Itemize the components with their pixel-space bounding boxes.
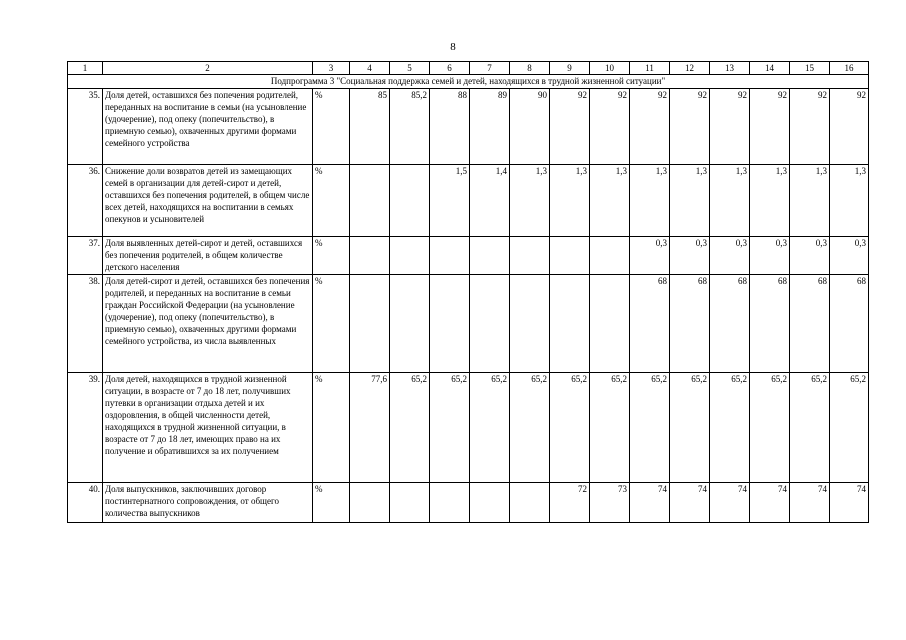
value-cell: 65,2 <box>590 373 630 483</box>
value-cell: 77,6 <box>350 373 390 483</box>
value-cell <box>510 275 550 373</box>
value-cell: 90 <box>510 89 550 165</box>
value-cell: 1,3 <box>550 165 590 237</box>
column-number-1: 1 <box>68 62 103 75</box>
value-cell: 72 <box>550 483 590 523</box>
value-cell: 65,2 <box>750 373 790 483</box>
value-cell: 68 <box>750 275 790 373</box>
column-number-7: 7 <box>470 62 510 75</box>
value-cell: 74 <box>710 483 750 523</box>
column-number-11: 11 <box>630 62 670 75</box>
indicators-table <box>67 61 869 523</box>
value-cell: 92 <box>550 89 590 165</box>
value-cell: 74 <box>630 483 670 523</box>
value-cell: 68 <box>790 275 830 373</box>
value-cell: 65,2 <box>470 373 510 483</box>
value-cell <box>390 237 430 275</box>
value-cell: 1,3 <box>510 165 550 237</box>
table-row <box>68 165 869 237</box>
value-cell <box>350 483 390 523</box>
value-cell: 65,2 <box>670 373 710 483</box>
value-cell <box>390 165 430 237</box>
value-cell <box>550 275 590 373</box>
value-cell: 1,3 <box>830 165 869 237</box>
value-cell: 68 <box>830 275 869 373</box>
indicator-name: Доля выпускников, заключивших договор постинтернатного сопровождения, от общего количества выпускников <box>103 483 313 523</box>
page-number: 8 <box>450 41 456 53</box>
indicator-name: Снижение доли возвратов детей из замещающих семей в организации для детей-сирот и детей, оставшихся без попечения родителей, в общем числе всех детей, находящихся на воспитании в семьях опекунов и усыновителей <box>103 165 313 237</box>
value-cell: 0,3 <box>830 237 869 275</box>
row-number: 36. <box>68 165 103 237</box>
value-cell <box>350 275 390 373</box>
column-number-13: 13 <box>710 62 750 75</box>
value-cell: 65,2 <box>390 373 430 483</box>
value-cell: 65,2 <box>430 373 470 483</box>
unit-cell: % <box>313 89 350 165</box>
value-cell: 74 <box>670 483 710 523</box>
value-cell: 0,3 <box>630 237 670 275</box>
column-number-14: 14 <box>750 62 790 75</box>
unit-cell: % <box>313 237 350 275</box>
value-cell: 0,3 <box>750 237 790 275</box>
table-row <box>68 483 869 523</box>
column-number-16: 16 <box>830 62 869 75</box>
unit-cell: % <box>313 275 350 373</box>
column-number-5: 5 <box>390 62 430 75</box>
value-cell: 0,3 <box>790 237 830 275</box>
value-cell <box>430 483 470 523</box>
indicator-name: Доля детей, находящихся в трудной жизненной ситуации, в возрасте от 7 до 18 лет, получивших путевки в организации отдыха детей и их оздоровления, в общей численности детей, находящихся в трудной жизненной ситуации, в возрасте от 7 до 18 лет, имеющих право на их получение и обратившихся за их получением <box>103 373 313 483</box>
value-cell <box>510 237 550 275</box>
value-cell: 74 <box>750 483 790 523</box>
subprogram-title: Подпрограмма 3 "Социальная поддержка семей и детей, находящихся в трудной жизненной ситуации" <box>68 75 869 89</box>
value-cell: 92 <box>830 89 869 165</box>
value-cell: 68 <box>630 275 670 373</box>
row-number: 37. <box>68 237 103 275</box>
value-cell: 74 <box>790 483 830 523</box>
value-cell <box>350 237 390 275</box>
value-cell: 65,2 <box>790 373 830 483</box>
table-row <box>68 89 869 165</box>
value-cell <box>430 237 470 275</box>
value-cell <box>550 237 590 275</box>
column-number-9: 9 <box>550 62 590 75</box>
value-cell: 1,3 <box>590 165 630 237</box>
value-cell: 92 <box>630 89 670 165</box>
value-cell: 1,3 <box>670 165 710 237</box>
value-cell: 1,3 <box>790 165 830 237</box>
value-cell: 68 <box>710 275 750 373</box>
value-cell: 1,4 <box>470 165 510 237</box>
column-number-12: 12 <box>670 62 710 75</box>
value-cell: 1,3 <box>750 165 790 237</box>
value-cell: 73 <box>590 483 630 523</box>
value-cell <box>430 275 470 373</box>
value-cell: 0,3 <box>670 237 710 275</box>
value-cell <box>510 483 550 523</box>
value-cell: 68 <box>670 275 710 373</box>
table-row <box>68 373 869 483</box>
value-cell: 65,2 <box>710 373 750 483</box>
unit-cell: % <box>313 373 350 483</box>
row-number: 35. <box>68 89 103 165</box>
row-number: 39. <box>68 373 103 483</box>
value-cell: 1,3 <box>710 165 750 237</box>
value-cell: 1,5 <box>430 165 470 237</box>
value-cell <box>350 165 390 237</box>
subprogram-row <box>68 75 869 89</box>
value-cell <box>590 275 630 373</box>
value-cell <box>470 237 510 275</box>
value-cell: 65,2 <box>550 373 590 483</box>
value-cell: 92 <box>790 89 830 165</box>
value-cell: 89 <box>470 89 510 165</box>
column-number-15: 15 <box>790 62 830 75</box>
unit-cell: % <box>313 165 350 237</box>
value-cell: 92 <box>750 89 790 165</box>
column-number-8: 8 <box>510 62 550 75</box>
column-number-4: 4 <box>350 62 390 75</box>
value-cell: 74 <box>830 483 869 523</box>
value-cell: 65,2 <box>630 373 670 483</box>
value-cell: 92 <box>590 89 630 165</box>
indicator-name: Доля выявленных детей-сирот и детей, оставшихся без попечения родителей, в общем количестве детского населения <box>103 237 313 275</box>
column-number-2: 2 <box>103 62 313 75</box>
value-cell <box>390 483 430 523</box>
column-number-3: 3 <box>313 62 350 75</box>
unit-cell: % <box>313 483 350 523</box>
value-cell: 92 <box>710 89 750 165</box>
value-cell: 92 <box>670 89 710 165</box>
row-number: 40. <box>68 483 103 523</box>
indicator-name: Доля детей, оставшихся без попечения родителей, переданных на воспитание в семьи (на усыновление (удочерение), под опеку (попечительство), в приемную семью), охваченных другими формами семейного устройства <box>103 89 313 165</box>
value-cell <box>470 275 510 373</box>
value-cell: 0,3 <box>710 237 750 275</box>
column-number-row <box>68 62 869 75</box>
value-cell: 85 <box>350 89 390 165</box>
row-number: 38. <box>68 275 103 373</box>
value-cell: 1,3 <box>630 165 670 237</box>
column-number-6: 6 <box>430 62 470 75</box>
table-row <box>68 275 869 373</box>
table-row <box>68 237 869 275</box>
value-cell: 65,2 <box>830 373 869 483</box>
value-cell: 85,2 <box>390 89 430 165</box>
value-cell <box>470 483 510 523</box>
value-cell <box>590 237 630 275</box>
value-cell: 88 <box>430 89 470 165</box>
column-number-10: 10 <box>590 62 630 75</box>
indicator-name: Доля детей-сирот и детей, оставшихся без попечения родителей, и переданных на воспитание в семьи граждан Российской Федерации (на усыновление (удочерение), под опеку (попечительство), в приемную семью), охваченных другими формами семейного устройства, из числа выявленных <box>103 275 313 373</box>
value-cell <box>390 275 430 373</box>
value-cell: 65,2 <box>510 373 550 483</box>
